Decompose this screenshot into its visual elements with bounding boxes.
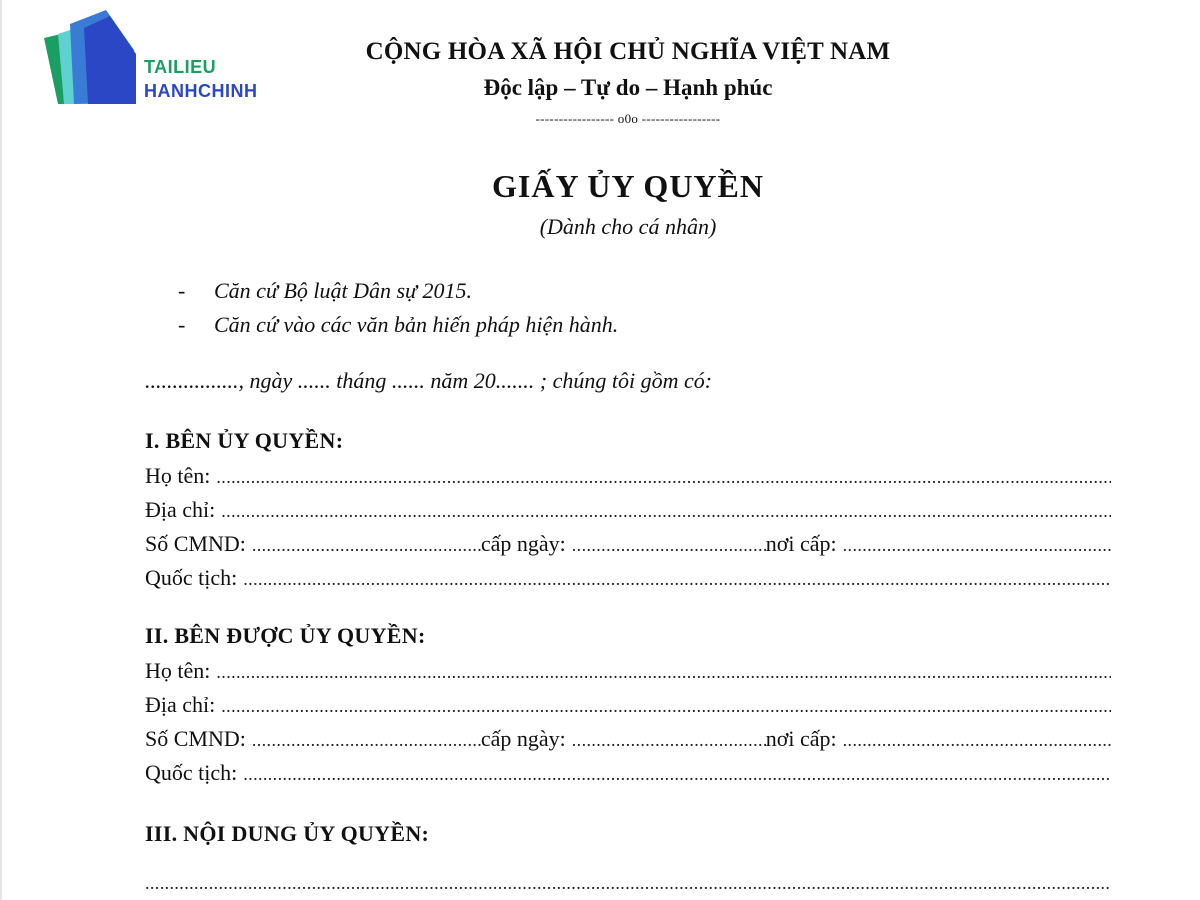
header-separator: ----------------- o0o ----------------- [535, 111, 721, 126]
issue-date-label: cấp ngày: [480, 531, 566, 556]
id-number-label: Số CMND: [145, 726, 246, 751]
issue-date-label: cấp ngày: [480, 726, 566, 751]
issue-date-blank[interactable] [566, 529, 766, 560]
legal-basis-text: Căn cứ vào các văn bản hiến pháp hiện hành. [214, 312, 619, 337]
section-heading: III. NỘI DUNG ỦY QUYỀN: [145, 821, 430, 846]
name-row [145, 461, 1111, 495]
address-row [145, 690, 1111, 724]
legal-basis-text: Căn cứ Bộ luật Dân sự 2015. [214, 278, 473, 303]
section-heading: I. BÊN ỦY QUYỀN: [145, 428, 344, 453]
nationality-blank[interactable] [237, 758, 1111, 789]
name-blank[interactable] [210, 656, 1111, 687]
section-attorney [145, 620, 1111, 792]
issue-place-label: nơi cấp: [765, 726, 837, 751]
nationality-blank[interactable] [237, 563, 1111, 594]
id-number-blank[interactable] [246, 529, 481, 560]
logo-line-1: TAILIEU [144, 57, 217, 77]
section-heading: II. BÊN ĐƯỢC ỦY QUYỀN: [145, 623, 426, 648]
bullet-dash: - [178, 312, 186, 337]
name-label: Họ tên: [145, 658, 211, 683]
legal-bases-list [178, 276, 618, 344]
book-stack-icon [44, 10, 144, 110]
id-number-blank[interactable] [246, 724, 481, 755]
legal-basis-item [178, 310, 618, 344]
date-place-line: ................., ngày ...... tháng ...... năm 20....... ; chúng tôi gồm có: [145, 368, 713, 393]
name-row [145, 656, 1111, 690]
document-title: GIẤY ỦY QUYỀN [492, 168, 764, 204]
section-principal [145, 425, 1111, 597]
nation-heading: CỘNG HÒA XÃ HỘI CHỦ NGHĨA VIỆT NAM [365, 38, 891, 65]
logo-line-2: HANHCHINH [144, 81, 258, 101]
name-blank[interactable] [210, 461, 1111, 492]
national-motto: Độc lập – Tự do – Hạnh phúc [483, 75, 773, 100]
address-blank[interactable] [215, 690, 1111, 721]
nationality-label: Quốc tịch: [145, 565, 238, 590]
content-blank[interactable] [145, 854, 1111, 894]
id-row [145, 529, 1111, 563]
address-label: Địa chỉ: [145, 497, 216, 522]
address-label: Địa chỉ: [145, 692, 216, 717]
page-left-edge [0, 0, 2, 900]
issue-place-label: nơi cấp: [765, 531, 837, 556]
bullet-dash: - [178, 278, 186, 303]
issue-place-blank[interactable] [837, 529, 1111, 560]
address-row [145, 495, 1111, 529]
id-row [145, 724, 1111, 758]
id-number-label: Số CMND: [145, 531, 246, 556]
address-blank[interactable] [215, 495, 1111, 526]
legal-basis-item [178, 276, 618, 310]
nationality-label: Quốc tịch: [145, 760, 238, 785]
content-row [145, 854, 1111, 894]
issue-place-blank[interactable] [837, 724, 1111, 755]
name-label: Họ tên: [145, 463, 211, 488]
document-subtitle: (Dành cho cá nhân) [539, 214, 717, 239]
section-authorization-content [145, 818, 1111, 894]
issue-date-blank[interactable] [566, 724, 766, 755]
nationality-row [145, 758, 1111, 792]
nationality-row [145, 563, 1111, 597]
